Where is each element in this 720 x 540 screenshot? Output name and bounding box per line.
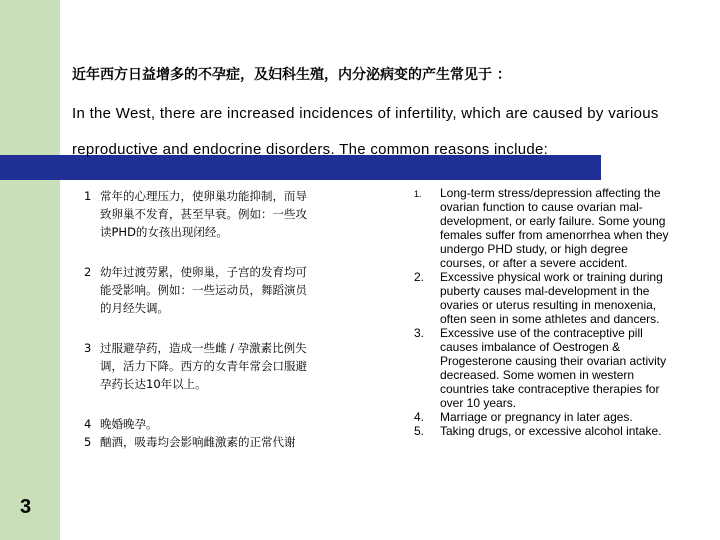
page-number: 3 xyxy=(20,496,32,518)
item-text: Excessive physical work or training during puberty causes mal-development in the ovaries or uterus resulting in menoxenia, often seen in some athletes and dancers. xyxy=(440,270,663,326)
english-list xyxy=(414,186,670,438)
item-number: 1. xyxy=(414,189,422,199)
item-line: 能受影响。例如：一些运动员，舞蹈演员 xyxy=(100,283,307,297)
heading-chinese: 近年西方日益增多的不孕症，及妇科生殖，内分泌病变的产生常见于 ： xyxy=(72,67,511,83)
item-number: 3. xyxy=(414,326,425,340)
item-line: 读PHD的女孩出现闭经。 xyxy=(100,225,228,239)
item-line: 孕药长达10年以上。 xyxy=(100,377,207,391)
item-number: 2. xyxy=(414,270,425,284)
item-line: 致卵巢不发育，甚至早衰。例如：一些攻 xyxy=(100,207,307,221)
item-line: 晚婚晚孕。 xyxy=(100,417,158,431)
heading-english: In the West, there are increased incidences of infertility, which are caused by various reproductive and endocrine disorders. The common reasons include: xyxy=(72,105,659,158)
list-item xyxy=(84,415,374,433)
list-item xyxy=(84,263,374,317)
item-line: 酗酒，吸毒均会影响雌激素的正常代谢 xyxy=(100,435,296,449)
item-text: Long-term stress/depression affecting the ovarian function to cause ovarian mal-development, or early failure. Some young females suffer from amenorrhea when they undergo PHD study, or high degree courses, or after a severe accident. xyxy=(440,186,669,270)
list-item xyxy=(414,186,670,270)
item-text: Taking drugs, or excessive alcohol intake. xyxy=(440,424,662,438)
list-item xyxy=(414,410,670,424)
item-number: 3 xyxy=(84,341,92,355)
item-line: 常年的心理压力，使卵巢功能抑制，而导 xyxy=(100,189,307,203)
item-number: 4. xyxy=(414,410,425,424)
item-number: 5 xyxy=(84,435,92,449)
list-item xyxy=(84,433,374,451)
item-number: 2 xyxy=(84,265,92,279)
item-text: Excessive use of the contraceptive pill causes imbalance of Oestrogen & Progesterone causing their ovarian activity decreased. Some women in western countries take contraceptive therapies for over 10 years. xyxy=(440,326,667,410)
list-item xyxy=(414,424,670,438)
item-number: 4 xyxy=(84,417,92,431)
left-accent-bar xyxy=(0,0,60,540)
item-line: 调，活力下降。西方的女青年常会口服避 xyxy=(100,359,307,373)
item-number: 5. xyxy=(414,424,425,438)
list-item xyxy=(84,187,374,241)
list-item xyxy=(414,326,670,410)
item-number: 1 xyxy=(84,189,92,203)
chinese-list xyxy=(84,187,374,451)
item-line: 幼年过渡劳累，使卵巢，子宫的发育均可 xyxy=(100,265,307,279)
item-text: Marriage or pregnancy in later ages. xyxy=(440,410,633,424)
list-item xyxy=(414,270,670,326)
item-line: 的月经失调。 xyxy=(100,301,169,315)
item-line: 过服避孕药，造成一些雌 / 孕激素比例失 xyxy=(100,341,307,355)
list-item xyxy=(84,339,374,393)
